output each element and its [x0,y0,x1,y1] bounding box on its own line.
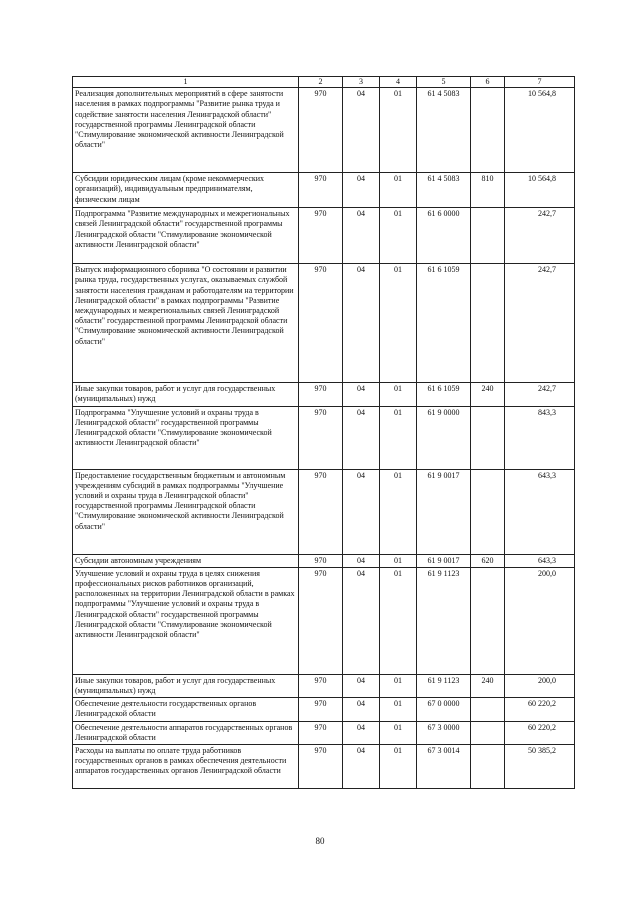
expense-type-cell [471,745,505,789]
section-code-cell: 04 [343,567,380,674]
expense-type-cell [471,264,505,383]
ministry-code-cell: 970 [299,745,343,789]
section-code-cell: 04 [343,208,380,264]
row-name-cell: Подпрограмма "Улучшение условий и охраны труда в Ленинградской области" государственной программы Ленинградской области "Стимулирование экономической активности Ленинградской области" [73,406,299,469]
target-code-cell: 61 9 1123 [417,567,471,674]
subsection-code-cell: 01 [380,173,417,208]
expense-type-cell: 620 [471,554,505,567]
ministry-code-cell: 970 [299,554,343,567]
target-code-cell: 61 9 0017 [417,554,471,567]
expense-type-cell [471,469,505,554]
col-header-3: 3 [343,77,380,88]
expense-type-cell [471,88,505,173]
ministry-code-cell: 970 [299,469,343,554]
subsection-code-cell: 01 [380,554,417,567]
table-body [73,88,575,789]
table-row [73,264,575,383]
table-row [73,88,575,173]
table-row [73,469,575,554]
expense-type-cell [471,721,505,744]
ministry-code-cell: 970 [299,721,343,744]
ministry-code-cell: 970 [299,406,343,469]
col-header-5: 5 [417,77,471,88]
amount-cell: 200,0 [505,674,575,697]
target-code-cell: 61 9 1123 [417,674,471,697]
row-name-cell: Подпрограмма "Развитие международных и межрегиональных связей Ленинградской области" государственной программы Ленинградской области "Стимулирование экономической активности Ленинградской области" [73,208,299,264]
amount-cell: 643,3 [505,469,575,554]
expense-type-cell [471,567,505,674]
target-code-cell: 61 9 0000 [417,406,471,469]
target-code-cell: 61 6 0000 [417,208,471,264]
section-code-cell: 04 [343,674,380,697]
subsection-code-cell: 01 [380,567,417,674]
col-header-4: 4 [380,77,417,88]
target-code-cell: 61 6 1059 [417,383,471,406]
section-code-cell: 04 [343,88,380,173]
subsection-code-cell: 01 [380,674,417,697]
subsection-code-cell: 01 [380,745,417,789]
section-code-cell: 04 [343,554,380,567]
row-name-cell: Субсидии юридическим лицам (кроме некоммерческих организаций), индивидуальным предпринимателям, физическим лицам [73,173,299,208]
table-row [73,208,575,264]
table-row [73,721,575,744]
col-header-1: 1 [73,77,299,88]
ministry-code-cell: 970 [299,698,343,721]
section-code-cell: 04 [343,406,380,469]
table-row [73,745,575,789]
row-name-cell: Улучшение условий и охраны труда в целях снижения профессиональных рисков работников организаций, расположенных на территории Ленинградской области в рамках подпрограммы "Улучшение условий и охраны труда в Ленинградской области" государственной программы Ленинградской области "Стимулирование экономической активности Ленинградской области" [73,567,299,674]
table-row [73,698,575,721]
expense-type-cell: 240 [471,383,505,406]
target-code-cell: 61 9 0017 [417,469,471,554]
section-code-cell: 04 [343,698,380,721]
subsection-code-cell: 01 [380,406,417,469]
subsection-code-cell: 01 [380,88,417,173]
row-name-cell: Иные закупки товаров, работ и услуг для государственных (муниципальных) нужд [73,674,299,697]
table-row [73,567,575,674]
expense-type-cell [471,208,505,264]
row-name-cell: Предоставление государственным бюджетным и автономным учреждениям субсидий в рамках подпрограммы "Улучшение условий и охраны труда в Ленинградской области" государственной программы Ленинградской области "Стимулирование экономической активности Ленинградской области" [73,469,299,554]
ministry-code-cell: 970 [299,567,343,674]
col-header-6: 6 [471,77,505,88]
amount-cell: 60 220,2 [505,721,575,744]
budget-table [72,76,575,789]
ministry-code-cell: 970 [299,264,343,383]
amount-cell: 843,3 [505,406,575,469]
subsection-code-cell: 01 [380,383,417,406]
amount-cell: 50 385,2 [505,745,575,789]
table-row [73,406,575,469]
table-row [73,554,575,567]
ministry-code-cell: 970 [299,674,343,697]
section-code-cell: 04 [343,745,380,789]
subsection-code-cell: 01 [380,721,417,744]
expense-type-cell: 240 [471,674,505,697]
row-name-cell: Иные закупки товаров, работ и услуг для государственных (муниципальных) нужд [73,383,299,406]
row-name-cell: Субсидии автономным учреждениям [73,554,299,567]
amount-cell: 242,7 [505,264,575,383]
section-code-cell: 04 [343,721,380,744]
subsection-code-cell: 01 [380,469,417,554]
target-code-cell: 67 3 0014 [417,745,471,789]
page-number: 80 [315,836,325,846]
subsection-code-cell: 01 [380,208,417,264]
subsection-code-cell: 01 [380,698,417,721]
section-code-cell: 04 [343,469,380,554]
ministry-code-cell: 970 [299,173,343,208]
amount-cell: 200,0 [505,567,575,674]
ministry-code-cell: 970 [299,383,343,406]
section-code-cell: 04 [343,383,380,406]
amount-cell: 643,3 [505,554,575,567]
section-code-cell: 04 [343,264,380,383]
expense-type-cell: 810 [471,173,505,208]
ministry-code-cell: 970 [299,88,343,173]
expense-type-cell [471,698,505,721]
amount-cell: 242,7 [505,383,575,406]
expense-type-cell [471,406,505,469]
amount-cell: 60 220,2 [505,698,575,721]
section-code-cell: 04 [343,173,380,208]
target-code-cell: 61 6 1059 [417,264,471,383]
row-name-cell: Расходы на выплаты по оплате труда работников государственных органов в рамках обеспечения деятельности аппаратов государственных органов Ленинградской области [73,745,299,789]
row-name-cell: Обеспечение деятельности государственных органов Ленинградской области [73,698,299,721]
target-code-cell: 61 4 5083 [417,88,471,173]
ministry-code-cell: 970 [299,208,343,264]
table-row [73,674,575,697]
row-name-cell: Выпуск информационного сборника "О состоянии и развитии рынка труда, государственных услугах, оказываемых службой занятости населения гражданам и работодателям на территории Ленинградской области" в рамках подпрограммы "Развитие международных и межрегиональных связей Ленинградской области" государственной программы Ленинградской области "Стимулирование экономической активности Ленинградской области" [73,264,299,383]
table-row [73,383,575,406]
target-code-cell: 67 0 0000 [417,698,471,721]
amount-cell: 242,7 [505,208,575,264]
amount-cell: 10 564,8 [505,173,575,208]
row-name-cell: Реализация дополнительных мероприятий в сфере занятости населения в рамках подпрограммы "Развитие рынка труда и содействие занятости населения Ленинградской области" государственной программы Ленинградской области "Стимулирование экономической активности Ленинградской области" [73,88,299,173]
col-header-7: 7 [505,77,575,88]
target-code-cell: 61 4 5083 [417,173,471,208]
table-row [73,173,575,208]
col-header-2: 2 [299,77,343,88]
subsection-code-cell: 01 [380,264,417,383]
row-name-cell: Обеспечение деятельности аппаратов государственных органов Ленинградской области [73,721,299,744]
target-code-cell: 67 3 0000 [417,721,471,744]
amount-cell: 10 564,8 [505,88,575,173]
header-row [73,77,575,88]
